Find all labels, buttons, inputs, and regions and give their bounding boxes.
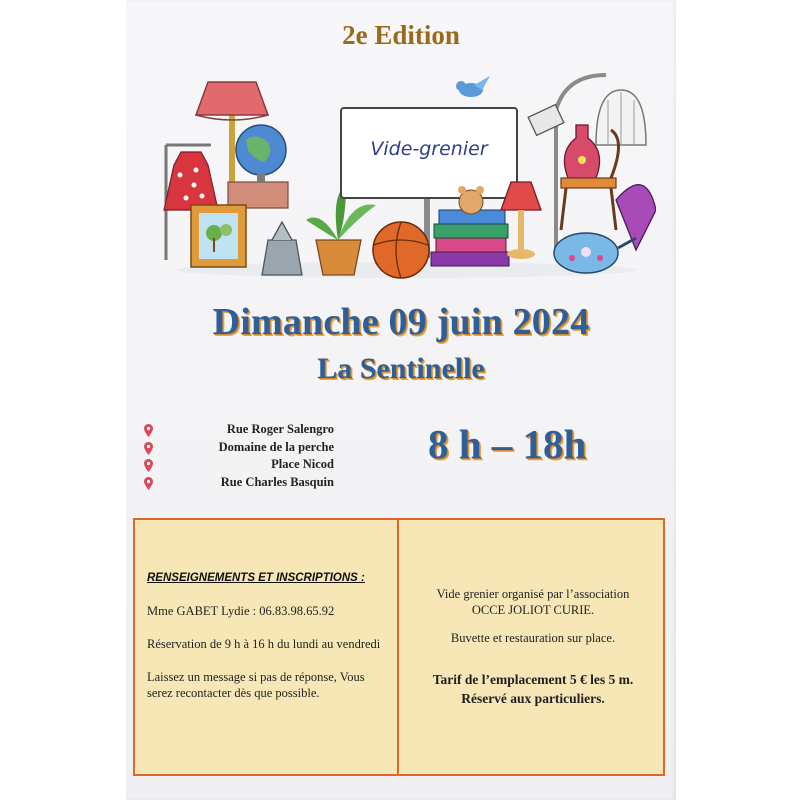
organizer-column	[405, 586, 661, 708]
event-hours: 8 h – 18h	[428, 421, 587, 467]
info-box	[133, 518, 665, 776]
poster	[126, 0, 676, 800]
street-item	[144, 422, 334, 440]
flea-market-illustration	[156, 70, 656, 285]
contact-phone: Mme GABET Lydie : 06.83.98.65.92	[147, 604, 335, 618]
globe-icon	[228, 125, 288, 208]
street-name: Rue Roger Salengro	[226, 422, 334, 436]
contact-heading: RENSEIGNEMENTS ET INSCRIPTIONS :	[147, 572, 365, 584]
coffee-pot-icon	[262, 222, 302, 275]
map-pin-icon	[144, 442, 153, 455]
picture-frame-icon	[191, 205, 246, 267]
map-pin-icon	[144, 459, 153, 472]
street-name: Domaine de la perche	[218, 439, 334, 454]
teapot-icon	[554, 233, 636, 273]
street-list	[144, 422, 334, 492]
umbrella-icon	[616, 185, 656, 250]
reserved-note: Réservé aux particuliers.	[461, 691, 605, 706]
buvette-note: Buvette et restauration sur place.	[450, 631, 616, 645]
street-item	[144, 457, 334, 475]
event-place: La Sentinelle	[317, 352, 485, 385]
sign-label: Vide-grenier	[370, 138, 488, 160]
organizer-name: OCCE JOLIOT CURIE.	[471, 603, 595, 617]
event-date: Dimanche 09 juin 2024	[212, 301, 590, 343]
contact-column	[147, 572, 392, 718]
teddy-bear-icon	[458, 186, 484, 214]
street-item	[144, 475, 334, 493]
map-pin-icon	[144, 477, 153, 490]
message-note: Laissez un message si pas de réponse, Vous serez recontacter dès que possible.	[147, 670, 365, 700]
map-pin-icon	[144, 424, 153, 437]
table-lamp-icon	[501, 182, 541, 259]
street-item	[144, 440, 334, 458]
organizer-line: Vide grenier organisé par l’association	[436, 587, 630, 601]
street-name: Rue Charles Basquin	[220, 474, 334, 489]
edition-label: 2e Edition	[342, 20, 460, 50]
basketball-icon	[373, 222, 429, 278]
street-name: Place Nicod	[271, 457, 334, 471]
tarif-note: Tarif de l’emplacement 5 € les 5 m.	[432, 672, 634, 687]
vase-icon	[564, 125, 599, 178]
box-divider	[397, 520, 399, 774]
bird-cage-icon	[596, 90, 646, 145]
reservation-hours: Réservation de 9 h à 16 h du lundi au vendredi	[147, 637, 381, 651]
books-icon	[431, 210, 509, 266]
bird-icon	[456, 76, 490, 97]
